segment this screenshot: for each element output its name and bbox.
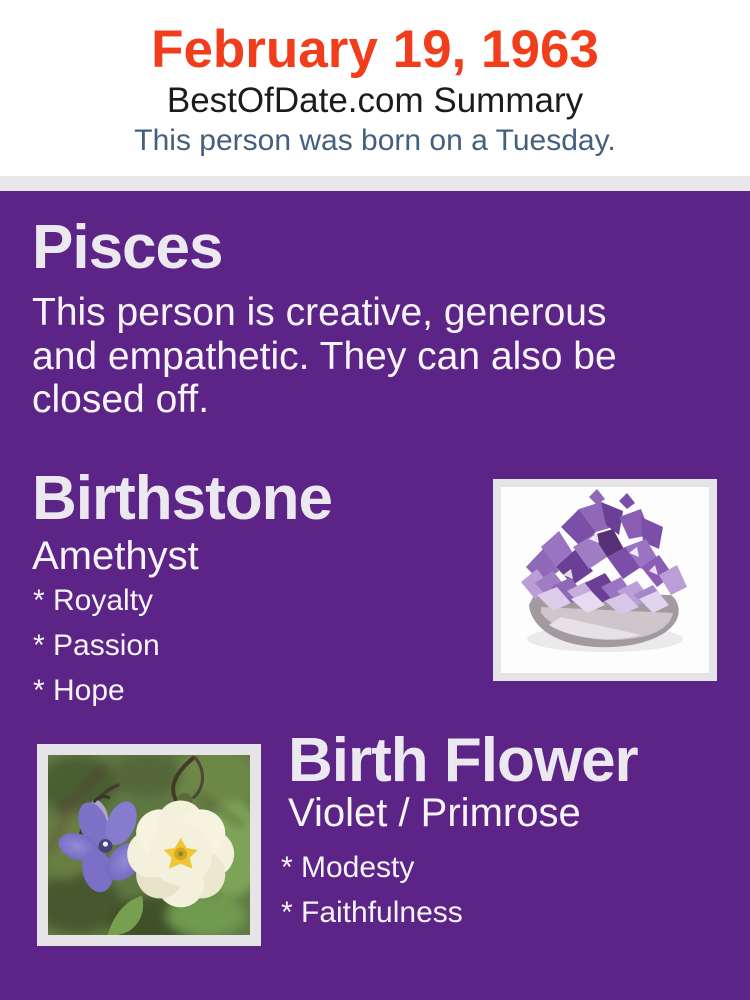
violet-primrose-image (37, 744, 261, 946)
date-title: February 19, 1963 (151, 20, 599, 79)
birthstone-name: Amethyst (32, 534, 199, 578)
amethyst-image (493, 479, 717, 681)
primrose-flower-graphic (127, 800, 234, 907)
birth-flower-names: Violet / Primrose (288, 791, 581, 835)
zodiac-sign-heading: Pisces (32, 213, 223, 282)
birth-flower-traits-list (281, 845, 463, 935)
birth-flower-heading: Birth Flower (288, 726, 638, 795)
birthstone-traits-list (33, 578, 160, 713)
birthstone-trait: * Hope (33, 674, 125, 707)
birth-flower-trait: * Faithfulness (281, 896, 463, 929)
violet-primrose-graphic (48, 755, 250, 935)
main-panel (0, 191, 750, 1000)
birth-flower-trait: * Modesty (281, 851, 415, 884)
birthstone-trait: * Passion (33, 629, 160, 662)
birthstone-heading: Birthstone (32, 464, 332, 533)
header-divider (0, 176, 750, 191)
site-summary-title: BestOfDate.com Summary (166, 81, 584, 120)
header (0, 0, 750, 176)
zodiac-description: This person is creative, generous and empathetic. They can also be closed off. (32, 291, 617, 421)
birthstone-trait: * Royalty (33, 584, 154, 617)
weekday-note: This person was born on a Tuesday. (134, 124, 616, 157)
amethyst-crystal-graphic (501, 487, 709, 673)
